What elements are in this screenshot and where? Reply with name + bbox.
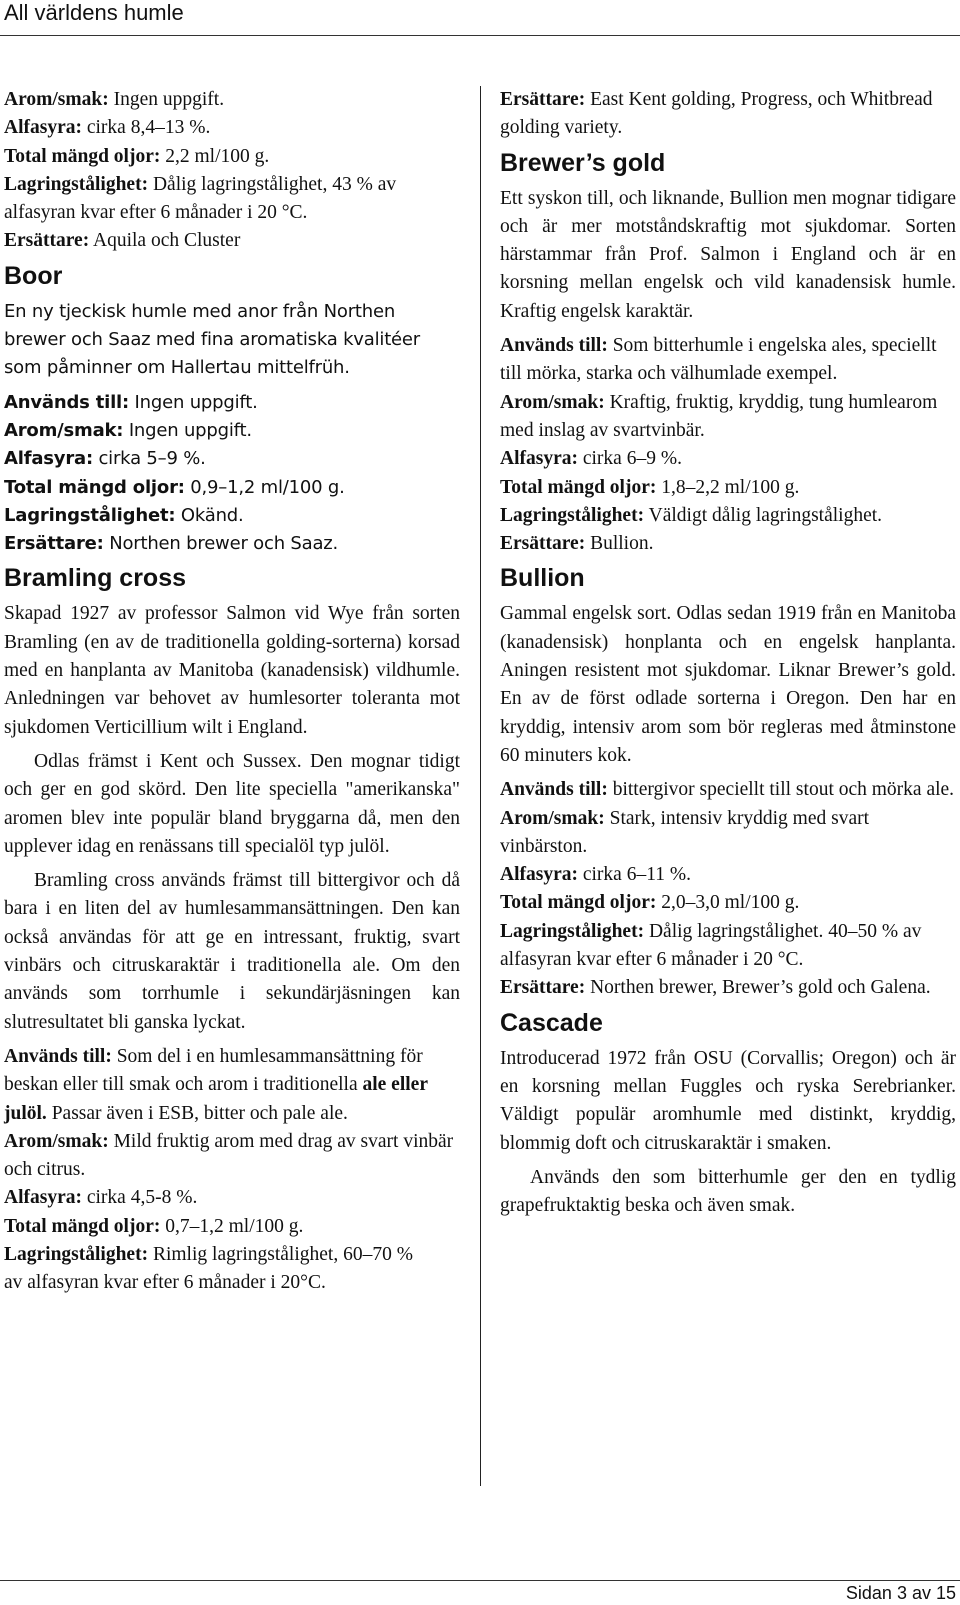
hop-description: Bramling cross används främst till bittergivor och då bara i en liten del av humlesammansättningen. Den kan också användas för att ge en intressant, fruktig, svart vinbärs och citruskaraktär i traditionella ale. Om den används som torrhumle i sekundärjäsningen kan slutresultatet bli ganska lyckat. <box>4 870 460 1033</box>
field-value: Okänd. <box>175 504 244 526</box>
field-value: cirka 6–9 %. <box>577 448 682 470</box>
field-label: Lagringstålighet: <box>4 173 149 195</box>
field-value: cirka 4,5-8 %. <box>81 1187 198 1209</box>
field-label: Total mängd oljor: <box>4 145 161 167</box>
field-value: cirka 8,4–13 %. <box>81 117 211 139</box>
field-label: Arom/smak: <box>500 807 605 829</box>
hop-entry-bullion <box>500 562 956 1002</box>
field-label: Ersättare: <box>500 533 586 555</box>
field-label: Total mängd oljor: <box>500 892 657 914</box>
field-label: Ersättare: <box>4 533 104 555</box>
continued-entry <box>500 86 956 143</box>
field-label: Total mängd oljor: <box>4 476 185 498</box>
field-value: cirka 6–11 %. <box>577 864 691 886</box>
field-label: Total mängd oljor: <box>4 1215 161 1237</box>
header-rule <box>0 35 960 36</box>
field-value: Som del i en humlesammansättning för beskan eller till smak och arom i traditionella <box>4 1045 423 1096</box>
field-label: Arom/smak: <box>4 1130 109 1152</box>
field-value: 2,2 ml/100 g. <box>160 145 270 167</box>
field-value: Aquila och Cluster <box>89 230 241 252</box>
field-value: 2,0–3,0 ml/100 g. <box>656 892 800 914</box>
field-label: Alfasyra: <box>4 1187 82 1209</box>
hop-description: Skapad 1927 av professor Salmon vid Wye från sorten Bramling (en av de traditionella golding-sorterna) korsad med en hanplanta av Manitoba (kanadensisk) vildhumle. Anledningen var behovet av humlesorter toleranta mot sjukdomen Verticillium wilt i England. <box>4 603 460 738</box>
hop-description: Introducerad 1972 från OSU (Corvallis; Oregon) och är en korsning mellan Fuggles och ryska Serebrianker. Väldigt populär aromhumle med distinkt, kryddig, blommig doft och citruskaraktär i smaken. <box>500 1047 956 1154</box>
field-label: Lagringstålighet: <box>500 920 645 942</box>
field-value: Kraftig, fruktig, kryddig, tung humlearom med inslag av svartvinbär. <box>500 391 938 441</box>
field-value: Northen brewer, Brewer’s gold och Galena. <box>585 977 931 999</box>
field-value: Rimlig lagringstålighet, 60–70 % av alfasyran kvar efter 6 månader i 20°C. <box>4 1243 413 1294</box>
field-value: East Kent golding, Progress, och Whitbread golding variety. <box>500 89 933 139</box>
field-label: Ersättare: <box>500 977 586 999</box>
field-label: Alfasyra: <box>500 448 578 470</box>
hop-description: Odlas främst i Kent och Sussex. Den mognar tidigt och ger en god skörd. Den lite speciella "amerikanska" aromen blev inte populär bland bryggarna då, men den upplever idag en renässans till specialöl typ julöl. <box>4 750 460 857</box>
hop-description: Ett syskon till, och liknande, Bullion men mognar tidigare och är mer motståndskraftig mot sjukdomar. Sorten härstammar från Prof. Salmon i England och är en korsning mellan engelsk och vild kanadensisk humle. Kraftig engelsk karaktär. <box>500 187 956 322</box>
field-value: Bullion. <box>585 533 654 555</box>
field-value: Ingen uppgift. <box>108 89 225 110</box>
field-label: Ersättare: <box>500 89 586 110</box>
hop-entry-boor <box>4 260 460 559</box>
field-value-bold: ale eller julöl. <box>4 1074 428 1124</box>
field-value: Dålig lagringstålighet, 43 % av alfasyran kvar efter 6 månader i 20 °C. <box>4 173 397 224</box>
hop-entry-cascade <box>500 1007 956 1221</box>
field-value: bittergivor speciellt till stout och mörka ale. <box>607 779 955 801</box>
field-value: Northen brewer och Saaz. <box>103 533 339 555</box>
field-label: Ersättare: <box>4 230 90 252</box>
field-label: Alfasyra: <box>500 864 578 886</box>
hop-entry-brewers-gold <box>500 147 956 559</box>
left-column <box>4 86 460 1298</box>
footer-rule <box>0 1580 960 1581</box>
field-value: cirka 5–9 %. <box>92 448 206 470</box>
column-divider <box>480 86 481 1486</box>
field-value: Stark, intensiv kryddig med svart vinbärston. <box>500 807 870 857</box>
field-label: Alfasyra: <box>4 448 93 470</box>
field-value: Mild fruktig arom med drag av svart vinbär och citrus. <box>4 1130 454 1181</box>
field-label: Lagringstålighet: <box>500 504 645 526</box>
continued-entry <box>4 86 460 256</box>
section-heading: Bramling cross <box>4 564 187 593</box>
field-label: Arom/smak: <box>4 89 109 110</box>
field-label: Lagringstålighet: <box>4 1243 149 1265</box>
field-value: Passar även i ESB, bitter och pale ale. <box>46 1102 348 1124</box>
document-header-title: All världens humle <box>4 0 184 25</box>
field-label: Alfasyra: <box>4 117 82 139</box>
section-heading: Bullion <box>500 564 585 593</box>
section-heading: Brewer’s gold <box>500 148 666 177</box>
field-value: Dålig lagringstålighet. 40–50 % av alfasyran kvar efter 6 månader i 20 °C. <box>500 920 922 971</box>
field-value: 0,9–1,2 ml/100 g. <box>184 476 345 498</box>
field-label: Används till: <box>4 391 130 413</box>
field-label: Används till: <box>4 1045 112 1067</box>
field-value: Väldigt dålig lagringstålighet. <box>644 504 883 526</box>
section-heading: Cascade <box>500 1008 603 1037</box>
hop-entry-bramling-cross <box>4 562 460 1297</box>
field-label: Arom/smak: <box>500 391 605 413</box>
section-heading: Boor <box>4 261 63 290</box>
right-column <box>500 86 956 1220</box>
hop-description: Används den som bitterhumle ger den en tydlig grapefruktaktig beska och även smak. <box>500 1166 956 1217</box>
page-number: Sidan 3 av 15 <box>845 1583 956 1603</box>
hop-description: En ny tjeckisk humle med anor från Northen brewer och Saaz med fina aromatiska kvalitéer som påminner om Hallertau mittelfrüh. <box>4 300 420 379</box>
field-value: 0,7–1,2 ml/100 g. <box>160 1215 304 1237</box>
field-label: Används till: <box>500 779 608 801</box>
field-label: Total mängd oljor: <box>500 476 657 498</box>
field-value: 1,8–2,2 ml/100 g. <box>656 476 800 498</box>
field-label: Används till: <box>500 335 608 357</box>
field-value: Som bitterhumle i engelska ales, speciellt till mörka, starka och välhumlade exempel. <box>500 335 937 385</box>
field-value: Ingen uppgift. <box>129 391 258 413</box>
field-value: Ingen uppgift. <box>123 419 252 441</box>
field-label: Lagringstålighet: <box>4 504 176 526</box>
hop-description: Gammal engelsk sort. Odlas sedan 1919 från en Manitoba (kanadensisk) honplanta och en engelsk hanplanta. Aningen resistent mot sjukdomar. Liknar Brewer’s gold. En av de först odlade sorterna i Oregon. Den har en kryddig, intensiv arom som bör regleras med åtminstone 60 minuters kok. <box>500 603 956 766</box>
field-label: Arom/smak: <box>4 419 124 441</box>
